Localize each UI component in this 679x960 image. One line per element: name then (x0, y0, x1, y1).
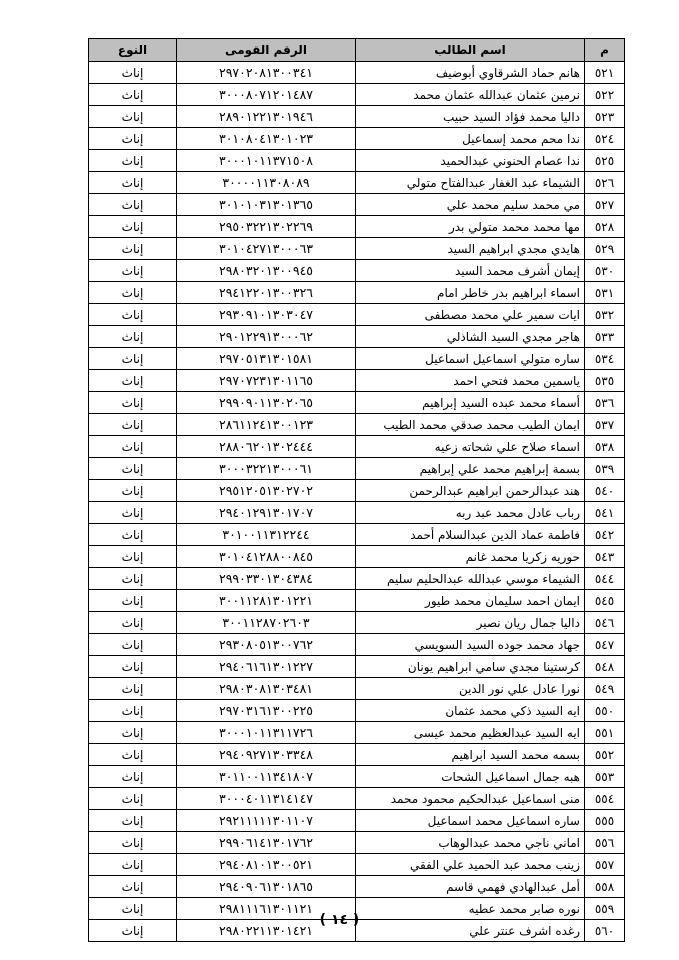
row-number: ٥٣٣ (585, 326, 625, 348)
national-id: ٢٩٧٠٥١٣١٣٠١٥٨١ (177, 348, 356, 370)
gender: إناث (89, 546, 177, 568)
gender: إناث (89, 260, 177, 282)
row-number: ٥٤٣ (585, 546, 625, 568)
student-name: جهاد محمد جوده السيد السويسي (356, 634, 585, 656)
row-number: ٥٤١ (585, 502, 625, 524)
gender: إناث (89, 854, 177, 876)
row-number: ٥٣٩ (585, 458, 625, 480)
student-name: مي محمد سليم محمد علي (356, 194, 585, 216)
gender: إناث (89, 392, 177, 414)
gender: إناث (89, 282, 177, 304)
national-id: ٣٠٠٠٠١١٣٠٨٠٨٩ (177, 172, 356, 194)
national-id: ٢٩٤١٢٢٠١٣٠٠٣٢٦ (177, 282, 356, 304)
row-number: ٥٤٦ (585, 612, 625, 634)
national-id: ٣٠١٠٠١١٣١٢٢٤٤ (177, 524, 356, 546)
gender: إناث (89, 590, 177, 612)
row-number: ٥٥٧ (585, 854, 625, 876)
national-id: ٢٩٧٠٧٢٣١٣٠١١٦٥ (177, 370, 356, 392)
row-number: ٥٦٠ (585, 920, 625, 942)
row-number: ٥٥٥ (585, 810, 625, 832)
student-name: مها محمد محمد متولي بدر (356, 216, 585, 238)
student-name: ساره متولي اسماعيل اسماعيل (356, 348, 585, 370)
table-row (89, 348, 625, 370)
row-number: ٥٢٦ (585, 172, 625, 194)
row-number: ٥٢٧ (585, 194, 625, 216)
student-name: هايدي مجدي ابراهيم السيد (356, 238, 585, 260)
row-number: ٥٤٥ (585, 590, 625, 612)
student-name: داليا محمد فؤاد السيد حبيب (356, 106, 585, 128)
national-id: ٢٩٨١١١٦١٣٠١١٢١ (177, 898, 356, 920)
student-name: الشيماء عبد الغفار عبدالفتاح متولي (356, 172, 585, 194)
national-id: ٢٨٦١١٢٤١٣٠٠١٢٣ (177, 414, 356, 436)
student-name: ايه السيد ذكي محمد عثمان (356, 700, 585, 722)
row-number: ٥٣٦ (585, 392, 625, 414)
national-id: ٢٩٤٠٩٢٧١٣٠٣٣٤٨ (177, 744, 356, 766)
table-row (89, 282, 625, 304)
row-number: ٥٤٢ (585, 524, 625, 546)
table-row (89, 524, 625, 546)
national-id: ٣٠١٠١٠٣١٣٠١٣٦٥ (177, 194, 356, 216)
row-number: ٥٢٩ (585, 238, 625, 260)
table-row (89, 106, 625, 128)
header-gender: النوع (89, 39, 177, 62)
table-row (89, 480, 625, 502)
row-number: ٥٢٤ (585, 128, 625, 150)
national-id: ٢٩٣٠٩١٠١٣٠٣٠٤٧ (177, 304, 356, 326)
student-name: داليا جمال ريان نصير (356, 612, 585, 634)
row-number: ٥٣٠ (585, 260, 625, 282)
national-id: ٣٠١١٠٠١١٣٤١٨٠٧ (177, 766, 356, 788)
national-id: ٣٠١٠٤١٢٨٨٠٠٨٤٥ (177, 546, 356, 568)
row-number: ٥٥٦ (585, 832, 625, 854)
national-id: ٢٩٤٠٦١٦١٣٠١٢٢٧ (177, 656, 356, 678)
student-name: منى اسماعيل عبدالحكيم محمود محمد (356, 788, 585, 810)
gender: إناث (89, 678, 177, 700)
national-id: ٢٩٩٠٣٣٠١٣٠٤٣٨٤ (177, 568, 356, 590)
row-number: ٥٥٢ (585, 744, 625, 766)
student-name: هانم حماد الشرقاوي أبوضيف (356, 62, 585, 84)
gender: إناث (89, 634, 177, 656)
student-name: أمل عبدالهادي فهمي قاسم (356, 876, 585, 898)
row-number: ٥٤٧ (585, 634, 625, 656)
national-id: ٢٩٨٠٣٠٨١٣٠٣٤٨١ (177, 678, 356, 700)
row-number: ٥٥٩ (585, 898, 625, 920)
gender: إناث (89, 524, 177, 546)
gender: إناث (89, 238, 177, 260)
row-number: ٥٤٠ (585, 480, 625, 502)
row-number: ٥٢٣ (585, 106, 625, 128)
gender: إناث (89, 502, 177, 524)
row-number: ٥٣٤ (585, 348, 625, 370)
table-row (89, 84, 625, 106)
gender: إناث (89, 128, 177, 150)
page-number: ( ١٤ ) (319, 912, 360, 928)
students-table-container (88, 38, 624, 942)
national-id: ٢٩٤٠٨١٠١٣٠٠٥٢١ (177, 854, 356, 876)
table-row (89, 62, 625, 84)
national-id: ٣٠٠٠١٠١١٣٧١٥٠٨ (177, 150, 356, 172)
gender: إناث (89, 326, 177, 348)
student-name: ساره اسماعيل محمد اسماعيل (356, 810, 585, 832)
row-number: ٥٣٨ (585, 436, 625, 458)
student-name: ندا محم محمد إسماعيل (356, 128, 585, 150)
row-number: ٥٣٧ (585, 414, 625, 436)
row-number: ٥٢٨ (585, 216, 625, 238)
national-id: ٢٨٨٠٦٢٠١٣٠٢٤٤٤ (177, 436, 356, 458)
gender: إناث (89, 920, 177, 942)
gender: إناث (89, 172, 177, 194)
national-id: ٣٠٠١١٢٨١٣٠١٢٢١ (177, 590, 356, 612)
student-name: نورا عادل علي نور الدين (356, 678, 585, 700)
row-number: ٥٣٥ (585, 370, 625, 392)
student-name: اسماء صلاح علي شحاته زعيه (356, 436, 585, 458)
student-name: رباب عادل محمد عبد ربه (356, 502, 585, 524)
student-name: هند عبدالرحمن ابراهيم عبدالرحمن (356, 480, 585, 502)
header-num: م (585, 39, 625, 62)
national-id: ٢٩٧٠٢٠٨١٣٠٠٣٤١ (177, 62, 356, 84)
student-name: رغده اشرف عنتر علي (356, 920, 585, 942)
gender: إناث (89, 788, 177, 810)
national-id: ٣٠٠٠٤٠١١٣١٤١٤٧ (177, 788, 356, 810)
table-row (89, 744, 625, 766)
table-row (89, 128, 625, 150)
table-row (89, 238, 625, 260)
national-id: ٢٩٨٠٣٢٠١٣٠٠٩٤٥ (177, 260, 356, 282)
student-name: اسماء ابراهيم بدر خاطر امام (356, 282, 585, 304)
student-name: ايمان احمد سليمان محمد طيور (356, 590, 585, 612)
table-row (89, 854, 625, 876)
gender: إناث (89, 414, 177, 436)
national-id: ٢٩٨٠٢٢١١٣٠١٤٢١ (177, 920, 356, 942)
student-name: هاجر مجدي السيد الشاذلي (356, 326, 585, 348)
header-national-id: الرقم القومى (177, 39, 356, 62)
gender: إناث (89, 304, 177, 326)
national-id: ٢٩٧٠٣١٦١٣٠٠٢٢٥ (177, 700, 356, 722)
table-row (89, 568, 625, 590)
table-row (89, 766, 625, 788)
gender: إناث (89, 722, 177, 744)
student-name: إيمان أشرف محمد السيد (356, 260, 585, 282)
table-row (89, 150, 625, 172)
gender: إناث (89, 876, 177, 898)
gender: إناث (89, 656, 177, 678)
gender: إناث (89, 194, 177, 216)
table-row (89, 414, 625, 436)
gender: إناث (89, 370, 177, 392)
table-row (89, 546, 625, 568)
row-number: ٥٥٠ (585, 700, 625, 722)
national-id: ٢٨٩٠١٢٢١٣٠١٩٤٦ (177, 106, 356, 128)
row-number: ٥٤٩ (585, 678, 625, 700)
student-name: أسماء محمد عبده السيد إبراهيم (356, 392, 585, 414)
row-number: ٥٤٤ (585, 568, 625, 590)
table-row (89, 436, 625, 458)
national-id: ٢٩٤٠١٢٩١٣٠١٧٠٧ (177, 502, 356, 524)
table-row (89, 194, 625, 216)
table-row (89, 304, 625, 326)
national-id: ٣٠٠١١٢٨٧٠٢٦٠٣ (177, 612, 356, 634)
student-name: زينب محمد عبد الحميد علي الفقي (356, 854, 585, 876)
national-id: ٢٩٩٠٦١٤١٣٠١٧٦٢ (177, 832, 356, 854)
gender: إناث (89, 480, 177, 502)
national-id: ٢٩٩٠٩٠١١٣٠٢٠٦٥ (177, 392, 356, 414)
gender: إناث (89, 898, 177, 920)
table-body (89, 62, 625, 942)
table-row (89, 458, 625, 480)
national-id: ٣٠١٠٨٠٤١٣٠١٠٢٣ (177, 128, 356, 150)
student-name: كرستينا مجدي سامي ابراهيم يونان (356, 656, 585, 678)
row-number: ٥٤٨ (585, 656, 625, 678)
row-number: ٥٢٢ (585, 84, 625, 106)
national-id: ٢٩٥٠٣٢٢١٣٠٢٢٦٩ (177, 216, 356, 238)
header-student-name: اسم الطالب (356, 39, 585, 62)
table-row (89, 612, 625, 634)
table-row (89, 656, 625, 678)
row-number: ٥٣٢ (585, 304, 625, 326)
national-id: ٢٩٠١٢٢٩١٣٠٠٠٦٢ (177, 326, 356, 348)
national-id: ٢٩٤٠٩٠٦١٣٠١٨٦٥ (177, 876, 356, 898)
student-name: نوره صابر محمد عطيه (356, 898, 585, 920)
national-id: ٣٠٠٠٨٠٧١٢٠١٤٨٧ (177, 84, 356, 106)
table-row (89, 392, 625, 414)
table-row (89, 700, 625, 722)
row-number: ٥٥٨ (585, 876, 625, 898)
table-row (89, 634, 625, 656)
row-number: ٥٣١ (585, 282, 625, 304)
student-name: الشيماء موسي عبدالله عبدالحليم سليم (356, 568, 585, 590)
student-name: ايمان الطيب محمد صدقي محمد الطيب (356, 414, 585, 436)
gender: إناث (89, 84, 177, 106)
row-number: ٥٥١ (585, 722, 625, 744)
table-row (89, 326, 625, 348)
gender: إناث (89, 810, 177, 832)
student-name: ياسمين محمد فتحي احمد (356, 370, 585, 392)
table-row (89, 876, 625, 898)
gender: إناث (89, 150, 177, 172)
table-row (89, 590, 625, 612)
table-row (89, 172, 625, 194)
national-id: ٢٩٢١١١١١٣٠١١٠٧ (177, 810, 356, 832)
row-number: ٥٢٥ (585, 150, 625, 172)
row-number: ٥٥٣ (585, 766, 625, 788)
gender: إناث (89, 766, 177, 788)
student-name: ايه السيد عبدالعظيم محمد عيسى (356, 722, 585, 744)
gender: إناث (89, 612, 177, 634)
table-row (89, 260, 625, 282)
table-row (89, 788, 625, 810)
student-name: حوريه زكريا محمد غانم (356, 546, 585, 568)
gender: إناث (89, 568, 177, 590)
gender: إناث (89, 216, 177, 238)
table-row (89, 722, 625, 744)
gender: إناث (89, 62, 177, 84)
student-name: ايات سمير علي محمد مصطفى (356, 304, 585, 326)
gender: إناث (89, 436, 177, 458)
student-name: فاطمة عماد الدين عبدالسلام أحمد (356, 524, 585, 546)
gender: إناث (89, 348, 177, 370)
row-number: ٥٥٤ (585, 788, 625, 810)
table-row (89, 216, 625, 238)
national-id: ٣٠٠٠٣٢٢١٣٠٠٠٦١ (177, 458, 356, 480)
table-row (89, 832, 625, 854)
gender: إناث (89, 744, 177, 766)
student-name: بسمة إبراهيم محمد علي إبراهيم (356, 458, 585, 480)
national-id: ٣٠١٠٤٢٧١٣٠٠٠٦٣ (177, 238, 356, 260)
gender: إناث (89, 458, 177, 480)
gender: إناث (89, 832, 177, 854)
table-row (89, 370, 625, 392)
table-row (89, 810, 625, 832)
national-id: ٣٠٠٠١٠١١٣١١٧٢٦ (177, 722, 356, 744)
table-row (89, 502, 625, 524)
table-row (89, 678, 625, 700)
student-name: نرمين عثمان عبدالله عثمان محمد (356, 84, 585, 106)
student-name: ندا عصام الحنوني عبدالحميد (356, 150, 585, 172)
students-table (88, 38, 625, 942)
gender: إناث (89, 700, 177, 722)
row-number: ٥٢١ (585, 62, 625, 84)
student-name: اماني ناجي محمد عبدالوهاب (356, 832, 585, 854)
student-name: بسمه محمد السيد ابراهيم (356, 744, 585, 766)
table-header-row (89, 39, 625, 62)
student-name: هبه جمال اسماعيل الشحات (356, 766, 585, 788)
national-id: ٢٩٣٠٨٠٥١٣٠٠٧٦٢ (177, 634, 356, 656)
gender: إناث (89, 106, 177, 128)
national-id: ٢٩٥١٢٠٥١٣٠٢٧٠٢ (177, 480, 356, 502)
